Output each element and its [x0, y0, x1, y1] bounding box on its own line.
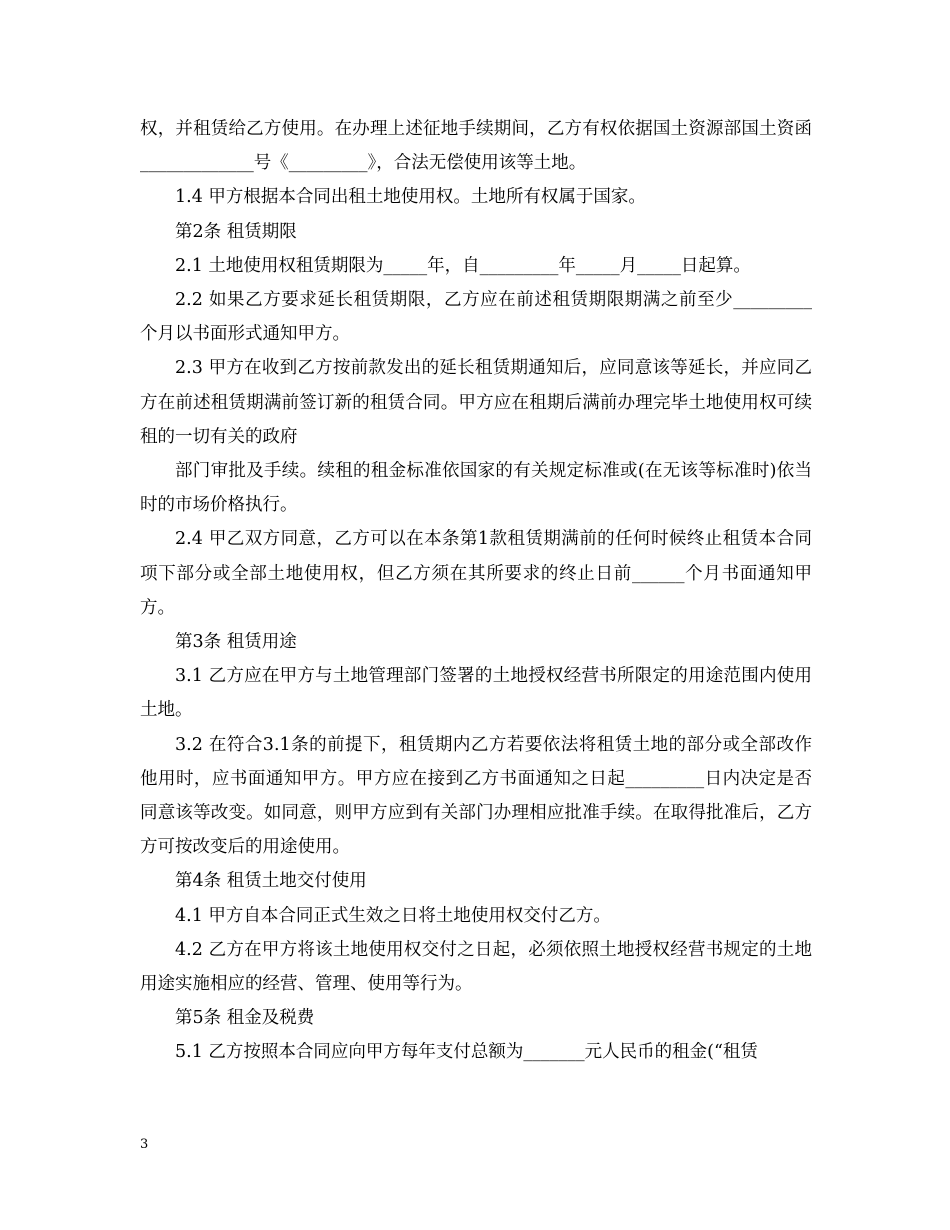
- page-number: 3: [140, 1137, 149, 1152]
- paragraph-3-2: 3.2 在符合3.1条的前提下，租赁期内乙方若要依法将租赁土地的部分或全部改作他用时，应书面通知甲方。甲方应在接到乙方书面通知之日起_________日内决定是否同意该等改变。如同意，则甲方应到有关部门办理相应批准手续。在取得批准后，乙方方可按改变后的用途使用。: [140, 734, 812, 858]
- section-heading-3: 第3条 租赁用途: [175, 632, 297, 653]
- document-page: [140, 112, 812, 1070]
- paragraph-1: 权，并租赁给乙方使用。在办理上述征地手续期间，乙方有权依据国土资源部国土资函_____________号《_________》，合法无偿使用该等土地。: [140, 119, 812, 174]
- paragraph-2-3: 2.3 甲方在收到乙方按前款发出的延长租赁期通知后，应同意该等延长，并应同乙方在前述租赁期满前签订新的租赁合同。甲方应在租期后满前办理完毕土地使用权可续租的一切有关的政府: [140, 358, 812, 447]
- paragraph-2: 1.4 甲方根据本合同出租土地使用权。土地所有权属于国家。: [175, 187, 646, 208]
- paragraph-2-1: 2.1 土地使用权租赁期限为_____年，自_________年_____月_____日起算。: [175, 255, 751, 276]
- paragraph-2-4: 2.4 甲乙双方同意，乙方可以在本条第1款租赁期满前的任何时候终止租赁本合同项下部分或全部土地使用权，但乙方须在其所要求的终止日前______个月书面通知甲方。: [140, 529, 812, 618]
- paragraph-4-2: 4.2 乙方在甲方将该土地使用权交付之日起，必须依照土地授权经营书规定的土地用途实施相应的经营、管理、使用等行为。: [140, 939, 812, 995]
- paragraph-2-3-cont: 部门审批及手续。续租的租金标准依国家的有关规定标准或(在无该等标准时)依当时的市场价格执行。: [140, 461, 812, 516]
- section-heading-5: 第5条 租金及税费: [175, 1008, 315, 1029]
- section-heading-4: 第4条 租赁土地交付使用: [175, 871, 367, 892]
- paragraph-4-1: 4.1 甲方自本合同正式生效之日将土地使用权交付乙方。: [175, 905, 611, 926]
- paragraph-5-1: 5.1 乙方按照本合同应向甲方每年支付总额为_______元人民币的租金(“租赁: [175, 1042, 758, 1063]
- paragraph-3-1: 3.1 乙方应在甲方与土地管理部门签署的土地授权经营书所限定的用途范围内使用土地。: [140, 666, 812, 721]
- paragraph-2-2: 2.2 如果乙方要求延长租赁期限，乙方应在前述租赁期限期满之前至少_________个月以书面形式通知甲方。: [140, 290, 812, 345]
- section-heading-2: 第2条 租赁期限: [175, 221, 297, 242]
